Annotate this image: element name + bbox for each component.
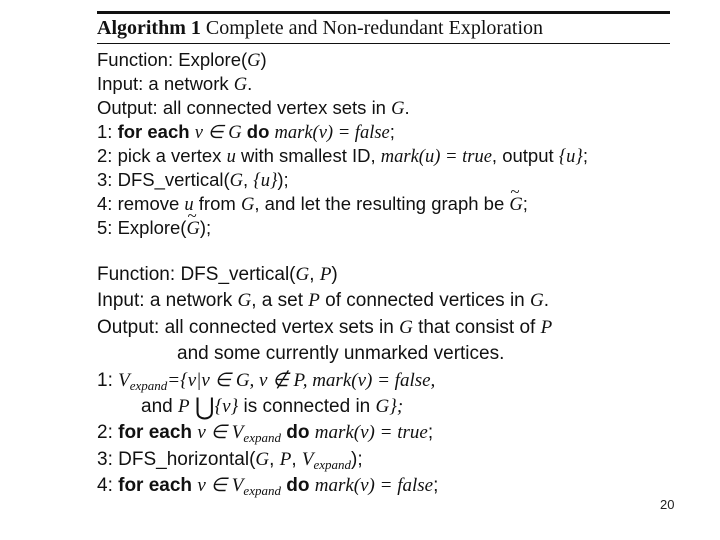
union-symbol: ⋃ bbox=[194, 394, 215, 421]
step-number: 5: bbox=[97, 217, 118, 238]
dfs-step-4: 4: for each v ∈ $V_{expand}$ do mark(v) = false; bbox=[97, 475, 439, 499]
input-var: G bbox=[233, 75, 248, 95]
step-text: , output bbox=[491, 145, 559, 166]
math-var: G bbox=[255, 448, 270, 470]
function-label: Function: bbox=[97, 49, 179, 70]
math-expression: mark(v) = false bbox=[314, 475, 434, 497]
algorithm-title-text: Complete and Non-redundant Exploration bbox=[205, 17, 544, 39]
function-arg: P bbox=[319, 264, 332, 285]
dfs-vertical-function bbox=[97, 262, 670, 500]
step-text: Explore( bbox=[117, 217, 187, 238]
math-subscript: expand bbox=[243, 430, 281, 446]
output-var: G bbox=[391, 99, 405, 119]
math-var-tilde: ~ G bbox=[186, 217, 199, 241]
step-text: remove bbox=[117, 193, 185, 214]
step-number: 1: bbox=[97, 369, 119, 391]
keyword-for-each: for each bbox=[118, 475, 193, 497]
step-text: and bbox=[141, 395, 178, 417]
step-text: DFS_vertical( bbox=[117, 169, 230, 190]
step-text: DFS_horizontal( bbox=[118, 448, 256, 470]
explore-step-4: 4: remove u from G, and let the resulting graph be ~ G; bbox=[97, 192, 670, 216]
step-text: , and let the resulting graph be bbox=[254, 193, 510, 214]
math-var: u bbox=[184, 195, 194, 215]
function-arg: G bbox=[247, 51, 261, 71]
math-set: {u} bbox=[558, 147, 583, 167]
step-text: with smallest ID, bbox=[235, 145, 381, 166]
explore-input: Input: a network G. bbox=[97, 73, 253, 95]
math-var: P bbox=[279, 448, 292, 470]
explore-step-3: 3: DFS_vertical(G, {u}); bbox=[97, 169, 289, 191]
math-var-tilde: ~ G bbox=[509, 193, 522, 217]
output-label: Output: bbox=[97, 316, 165, 338]
step-number: 3: bbox=[97, 169, 118, 190]
explore-step-1: 1: for each v ∈ G do mark(v) = false; bbox=[97, 121, 395, 143]
output-text: all connected vertex sets in bbox=[164, 316, 400, 338]
input-label: Input: bbox=[97, 290, 150, 312]
dfs-output-continued: and some currently unmarked vertices. bbox=[177, 343, 505, 365]
page-number: 20 bbox=[660, 497, 675, 512]
keyword-do: do bbox=[286, 475, 310, 497]
algorithm-title bbox=[97, 14, 670, 43]
step-number: 4: bbox=[97, 475, 119, 497]
keyword-for-each: for each bbox=[117, 121, 190, 142]
step-text: pick a vertex bbox=[117, 145, 227, 166]
keyword-do: do bbox=[246, 121, 270, 142]
step-number: 4: bbox=[97, 193, 118, 214]
math-subscript: expand bbox=[129, 377, 168, 393]
dfs-step-2: 2: for each v ∈ $V_{expand}$ do mark(v) = true; bbox=[97, 422, 434, 446]
dfs-step-3: 3: DFS_horizontal(G, P, $V_{expand}$); bbox=[97, 448, 363, 472]
explore-signature: Function: Explore(G) bbox=[97, 49, 267, 71]
keyword-do: do bbox=[286, 422, 310, 444]
step-number: 3: bbox=[97, 448, 119, 470]
input-text: of connected vertices in bbox=[319, 290, 531, 312]
math-var: P bbox=[308, 290, 320, 312]
step-number: 2: bbox=[97, 145, 118, 166]
explore-function bbox=[97, 48, 670, 240]
input-text: a network bbox=[149, 290, 238, 312]
input-text: , a set bbox=[251, 290, 309, 312]
math-expression: mark(u) = true bbox=[380, 147, 492, 167]
math-var: G bbox=[237, 290, 252, 312]
function-arg: G bbox=[295, 264, 310, 285]
dfs-step-1-continued bbox=[97, 394, 670, 420]
explore-step-2: 2: pick a vertex u with smallest ID, mark(u) = true, output {u}; bbox=[97, 145, 588, 167]
math-var: P bbox=[177, 395, 190, 417]
math-var: V bbox=[118, 369, 130, 391]
math-expression: v ∈ G bbox=[194, 123, 242, 143]
step-number: 1: bbox=[97, 121, 118, 142]
dfs-signature: Function: DFS_vertical(G, P) bbox=[97, 264, 338, 285]
math-var: G bbox=[399, 316, 413, 338]
math-expression: mark(v) = false bbox=[274, 123, 390, 143]
math-var: G bbox=[229, 171, 244, 191]
math-var: P bbox=[540, 316, 553, 338]
step-text: from bbox=[193, 193, 241, 214]
math-var: G bbox=[240, 195, 255, 215]
function-name: Explore( bbox=[178, 49, 248, 70]
explore-output: Output: all connected vertex sets in G. bbox=[97, 97, 410, 119]
title-rule bbox=[97, 43, 670, 44]
math-set: {v} bbox=[214, 395, 239, 417]
dfs-output bbox=[97, 315, 670, 341]
output-text: that consist of bbox=[412, 316, 541, 338]
math-expression: v ∈ V bbox=[197, 422, 244, 444]
math-subscript: expand bbox=[313, 456, 352, 472]
step-number: 2: bbox=[97, 422, 119, 444]
math-var: u bbox=[226, 147, 236, 167]
function-name: DFS_vertical( bbox=[180, 264, 296, 285]
output-label: Output: all connected vertex sets in bbox=[97, 97, 392, 118]
math-expression: G}; bbox=[375, 395, 404, 417]
algorithm-label: Algorithm 1 bbox=[97, 17, 201, 39]
explore-step-5: 5: Explore(~ G); bbox=[97, 216, 670, 240]
math-var: V bbox=[301, 448, 314, 470]
math-expression: v ∈ V bbox=[197, 475, 244, 497]
dfs-step-1 bbox=[97, 368, 670, 394]
math-expression: mark(v) = true bbox=[314, 422, 428, 444]
math-var: G bbox=[530, 290, 544, 312]
step-text: is connected in bbox=[238, 395, 376, 417]
math-expression: ={v|v ∈ G, v ∉ P, mark(v) = false, bbox=[167, 369, 436, 391]
math-subscript: expand bbox=[243, 483, 281, 499]
algorithm-block bbox=[97, 11, 670, 500]
function-label: Function: bbox=[97, 264, 181, 285]
dfs-input: Input: a network G, a set P of connected vertices in G. bbox=[97, 290, 550, 312]
keyword-for-each: for each bbox=[118, 422, 193, 444]
input-label: Input: a network bbox=[97, 73, 234, 94]
math-set: {u} bbox=[253, 171, 278, 191]
